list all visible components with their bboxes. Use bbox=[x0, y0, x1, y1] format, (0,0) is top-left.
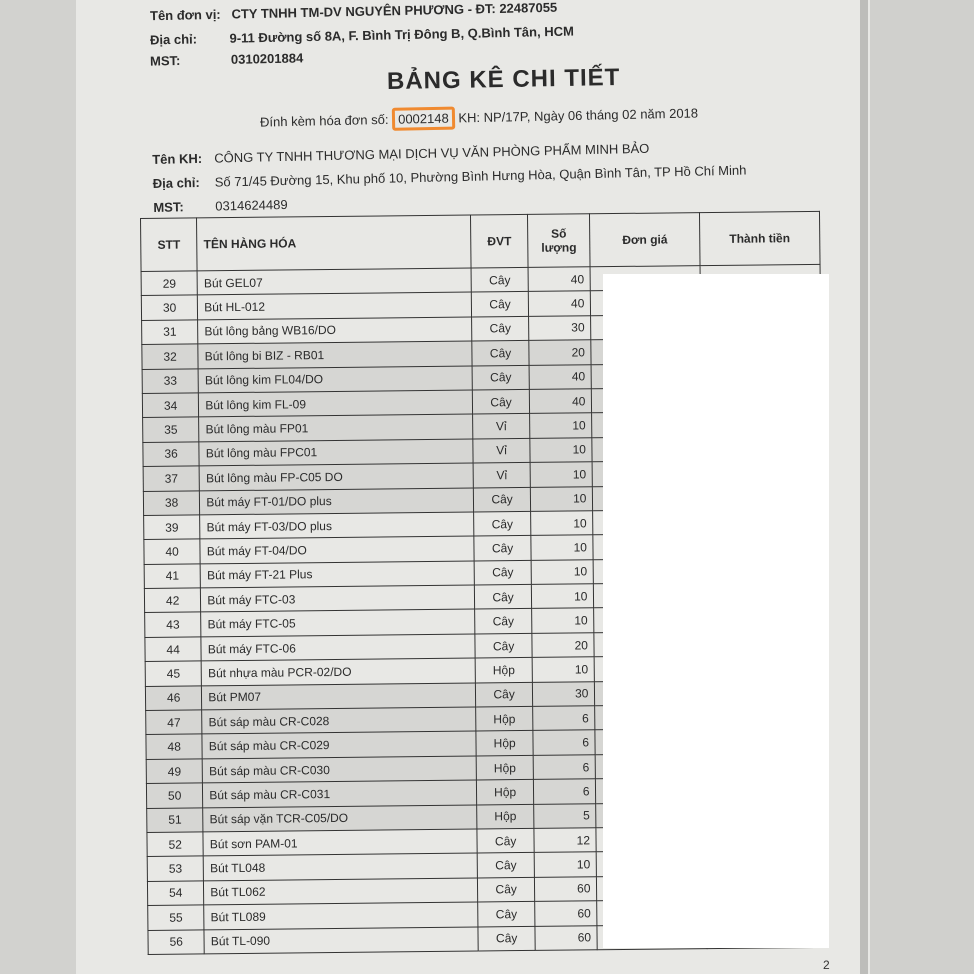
row-item-name: Bút sáp vặn TCR-C05/DO bbox=[203, 805, 477, 832]
invoice-symbol: KH: NP/17P, bbox=[458, 108, 531, 126]
row-stt: 37 bbox=[143, 466, 200, 491]
row-quantity: 6 bbox=[533, 730, 596, 755]
row-item-name: Bút HL-012 bbox=[198, 292, 472, 319]
row-quantity: 6 bbox=[533, 779, 596, 804]
row-quantity: 40 bbox=[528, 291, 591, 316]
row-quantity: 10 bbox=[531, 584, 594, 609]
row-stt: 36 bbox=[143, 442, 200, 467]
row-unit: Cây bbox=[478, 877, 535, 902]
row-unit: Cây bbox=[474, 511, 531, 536]
header-unit: ĐVT bbox=[471, 214, 528, 268]
row-stt: 54 bbox=[147, 881, 204, 906]
row-stt: 56 bbox=[148, 929, 205, 954]
row-unit: Cây bbox=[472, 292, 529, 317]
paper-edge-shadow bbox=[860, 0, 868, 974]
row-quantity: 60 bbox=[535, 925, 598, 950]
row-stt: 52 bbox=[147, 832, 204, 857]
seller-tax: 0310201884 bbox=[230, 50, 304, 67]
row-quantity: 6 bbox=[533, 755, 596, 780]
row-item-name: Bút lông màu FPC01 bbox=[199, 439, 473, 466]
row-item-name: Bút PM07 bbox=[202, 683, 476, 710]
row-item-name: Bút TL062 bbox=[204, 878, 478, 905]
row-item-name: Bút máy FT-21 Plus bbox=[200, 561, 474, 588]
row-unit: Hộp bbox=[477, 780, 534, 805]
redaction-box bbox=[603, 274, 829, 948]
row-unit: Vỉ bbox=[473, 414, 530, 439]
background-left bbox=[0, 0, 78, 974]
row-item-name: Bút máy FTC-03 bbox=[201, 585, 475, 612]
header-stt: STT bbox=[141, 218, 198, 272]
row-item-name: Bút lông màu FP-C05 DO bbox=[199, 463, 473, 490]
row-unit: Cây bbox=[471, 267, 528, 292]
row-unit: Cây bbox=[475, 633, 532, 658]
row-quantity: 60 bbox=[534, 901, 597, 926]
row-stt: 51 bbox=[147, 807, 204, 832]
seller-address-label: Địa chỉ: bbox=[149, 31, 198, 48]
row-unit: Hộp bbox=[477, 804, 534, 829]
row-stt: 55 bbox=[148, 905, 205, 930]
customer-name: CÔNG TY TNHH THƯƠNG MẠI DỊCH VỤ VĂN PHÒNG PHẨM MINH BẢO bbox=[214, 140, 650, 166]
row-stt: 44 bbox=[145, 637, 202, 662]
row-unit: Hộp bbox=[476, 731, 533, 756]
row-stt: 39 bbox=[144, 515, 201, 540]
row-stt: 53 bbox=[147, 856, 204, 881]
row-unit: Cây bbox=[475, 585, 532, 610]
row-stt: 47 bbox=[146, 710, 203, 735]
row-stt: 40 bbox=[144, 539, 201, 564]
customer-name-label: Tên KH: bbox=[152, 150, 203, 167]
background-right bbox=[868, 0, 974, 974]
row-item-name: Bút lông màu FP01 bbox=[199, 414, 473, 441]
row-unit: Cây bbox=[472, 341, 529, 366]
row-unit: Cây bbox=[472, 316, 529, 341]
row-stt: 33 bbox=[142, 368, 199, 393]
row-stt: 34 bbox=[142, 393, 199, 418]
row-item-name: Bút TL-090 bbox=[204, 927, 478, 954]
row-quantity: 20 bbox=[532, 633, 595, 658]
row-item-name: Bút sơn PAM-01 bbox=[203, 829, 477, 856]
row-quantity: 10 bbox=[530, 486, 593, 511]
row-item-name: Bút sáp màu CR-C029 bbox=[202, 731, 476, 758]
invoice-number: 0002148 bbox=[397, 110, 449, 127]
row-quantity: 30 bbox=[528, 316, 591, 341]
row-item-name: Bút máy FTC-05 bbox=[201, 609, 475, 636]
row-stt: 45 bbox=[145, 661, 202, 686]
row-quantity: 5 bbox=[533, 803, 596, 828]
invoice-number-highlight bbox=[392, 107, 455, 131]
header-item-name: TÊN HÀNG HÓA bbox=[197, 215, 472, 271]
invoice-date: Ngày 06 tháng 02 năm 2018 bbox=[533, 105, 699, 124]
row-unit: Cây bbox=[478, 853, 535, 878]
row-unit: Cây bbox=[474, 487, 531, 512]
row-unit: Cây bbox=[475, 609, 532, 634]
row-stt: 35 bbox=[143, 417, 200, 442]
row-stt: 30 bbox=[141, 295, 198, 320]
row-quantity: 10 bbox=[531, 608, 594, 633]
customer-tax: 0314624489 bbox=[215, 196, 288, 214]
row-stt: 32 bbox=[142, 344, 199, 369]
header-total: Thành tiền bbox=[699, 211, 820, 265]
row-item-name: Bút máy FTC-06 bbox=[201, 634, 475, 661]
seller-tax-label: MST: bbox=[149, 52, 181, 69]
row-item-name: Bút TL089 bbox=[204, 902, 478, 929]
row-quantity: 6 bbox=[532, 706, 595, 731]
customer-address-label: Địa chỉ: bbox=[152, 174, 200, 191]
row-quantity: 10 bbox=[530, 438, 593, 463]
row-item-name: Bút sáp màu CR-C031 bbox=[203, 780, 477, 807]
page-number: 2 bbox=[823, 958, 830, 972]
row-unit: Cây bbox=[477, 828, 534, 853]
seller-name-label: Tên đơn vị: bbox=[149, 6, 221, 24]
row-quantity: 40 bbox=[528, 267, 591, 292]
row-item-name: Bút lông bảng WB16/DO bbox=[198, 317, 472, 344]
document-page bbox=[76, 0, 870, 974]
row-quantity: 60 bbox=[534, 877, 597, 902]
customer-block bbox=[152, 135, 747, 220]
row-unit: Cây bbox=[478, 926, 535, 951]
row-quantity: 40 bbox=[529, 364, 592, 389]
row-quantity: 40 bbox=[529, 389, 592, 414]
row-quantity: 10 bbox=[530, 511, 593, 536]
row-unit: Hộp bbox=[476, 658, 533, 683]
row-unit: Vỉ bbox=[473, 438, 530, 463]
row-item-name: Bút TL048 bbox=[203, 853, 477, 880]
row-item-name: Bút lông bi BIZ - RB01 bbox=[198, 341, 472, 368]
row-unit: Cây bbox=[478, 902, 535, 927]
row-quantity: 30 bbox=[532, 681, 595, 706]
table-header-row bbox=[141, 211, 821, 271]
row-stt: 31 bbox=[142, 320, 199, 345]
row-unit: Hộp bbox=[476, 706, 533, 731]
customer-address: Số 71/45 Đường 15, Khu phố 10, Phường Bình Hưng Hòa, Quận Bình Tân, TP Hồ Chí Minh bbox=[214, 162, 747, 190]
row-unit: Cây bbox=[474, 536, 531, 561]
seller-tax-line bbox=[150, 50, 304, 68]
row-quantity: 10 bbox=[531, 535, 594, 560]
seller-address-line bbox=[150, 24, 574, 48]
seller-name-line bbox=[150, 0, 557, 23]
row-stt: 46 bbox=[145, 686, 202, 711]
row-item-name: Bút lông kim FL-09 bbox=[199, 390, 473, 417]
document-title: BẢNG KÊ CHI TIẾT bbox=[386, 63, 621, 96]
customer-tax-label: MST: bbox=[153, 199, 184, 215]
row-stt: 29 bbox=[141, 271, 198, 296]
row-stt: 50 bbox=[146, 783, 203, 808]
row-quantity: 10 bbox=[532, 657, 595, 682]
row-quantity: 20 bbox=[529, 340, 592, 365]
row-quantity: 10 bbox=[531, 559, 594, 584]
row-stt: 43 bbox=[145, 612, 202, 637]
row-quantity: 10 bbox=[534, 852, 597, 877]
header-unit-price: Đơn giá bbox=[590, 213, 700, 267]
seller-name: CTY TNHH TM-DV NGUYÊN PHƯƠNG - ĐT: 22487055 bbox=[231, 0, 558, 22]
row-stt: 49 bbox=[146, 759, 203, 784]
row-item-name: Bút sáp màu CR-C030 bbox=[202, 756, 476, 783]
row-unit: Cây bbox=[473, 389, 530, 414]
invoice-reference bbox=[260, 101, 698, 133]
row-quantity: 10 bbox=[530, 462, 593, 487]
header-quantity: Số lượng bbox=[527, 214, 590, 268]
row-item-name: Bút GEL07 bbox=[197, 268, 471, 295]
row-stt: 42 bbox=[144, 588, 201, 613]
row-item-name: Bút máy FT-03/DO plus bbox=[200, 512, 474, 539]
row-stt: 41 bbox=[144, 564, 201, 589]
row-unit: Cây bbox=[476, 682, 533, 707]
row-stt: 48 bbox=[146, 734, 203, 759]
row-item-name: Bút máy FT-04/DO bbox=[200, 536, 474, 563]
row-stt: 38 bbox=[143, 490, 200, 515]
row-item-name: Bút máy FT-01/DO plus bbox=[200, 488, 474, 515]
row-item-name: Bút sáp màu CR-C028 bbox=[202, 707, 476, 734]
row-unit: Cây bbox=[475, 560, 532, 585]
row-unit: Hộp bbox=[477, 755, 534, 780]
row-quantity: 10 bbox=[529, 413, 592, 438]
row-unit: Vỉ bbox=[474, 463, 531, 488]
seller-address: 9-11 Đường số 8A, F. Bình Trị Đông B, Q.Bình Tân, HCM bbox=[229, 23, 575, 46]
row-unit: Cây bbox=[473, 365, 530, 390]
row-item-name: Bút nhựa màu PCR-02/DO bbox=[201, 658, 475, 685]
row-quantity: 12 bbox=[534, 828, 597, 853]
invoice-prefix: Đính kèm hóa đơn số: bbox=[259, 111, 389, 130]
row-item-name: Bút lông kim FL04/DO bbox=[198, 366, 472, 393]
